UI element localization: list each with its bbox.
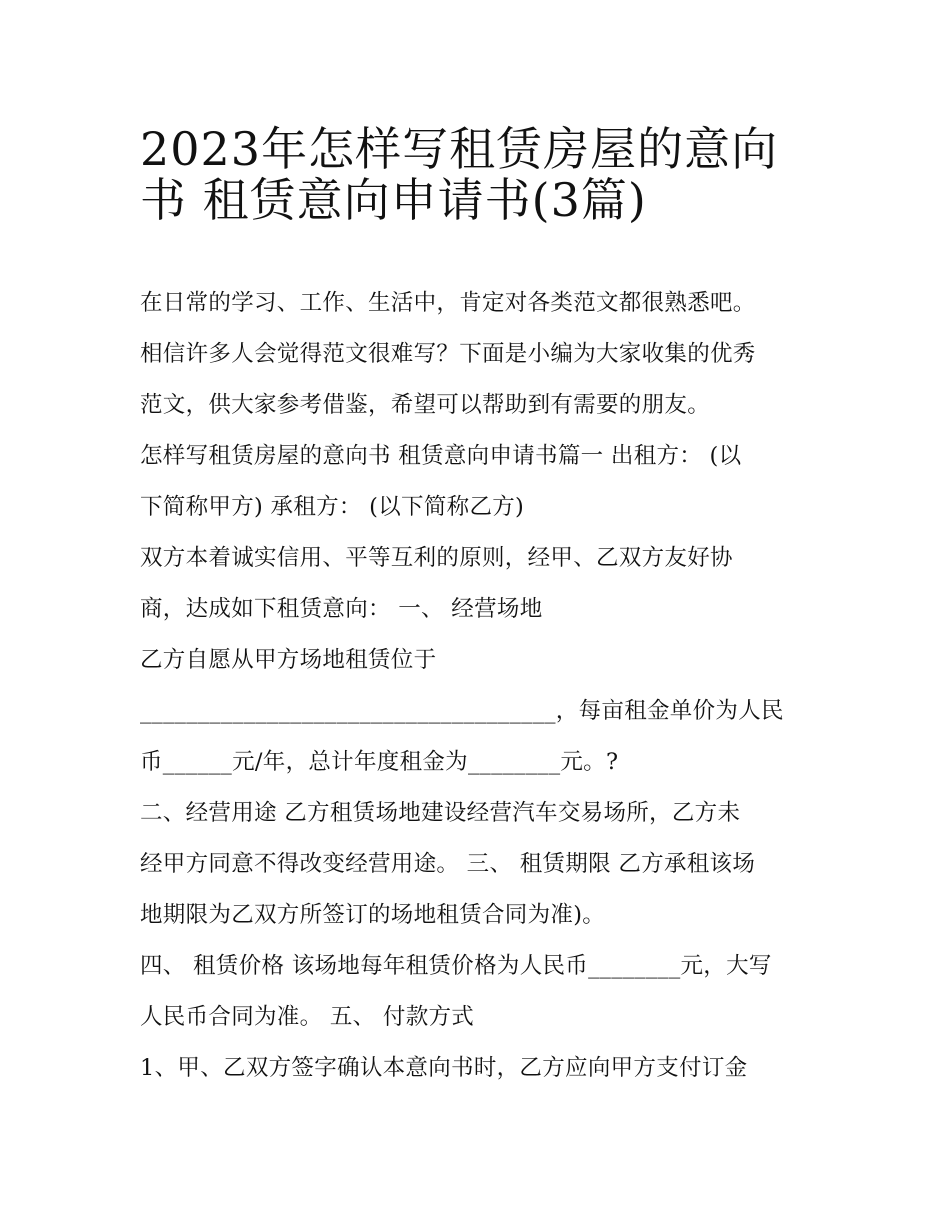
document-body bbox=[140, 278, 820, 1094]
text-line: 怎样写租赁房屋的意向书 租赁意向申请书篇一 出租方： (以 bbox=[140, 443, 742, 469]
text-line: 范文，供大家参考借鉴，希望可以帮助到有需要的朋友。 bbox=[140, 392, 711, 418]
text-line: 1、甲、乙双方签字确认本意向书时，乙方应向甲方支付订金 bbox=[140, 1055, 748, 1081]
text-line: 在日常的学习、工作、生活中，肯定对各类范文都很熟悉吧。 bbox=[140, 290, 756, 316]
text-line: 经甲方同意不得改变经营用途。 三、 租赁期限 乙方承租该场 bbox=[140, 851, 756, 877]
document-title bbox=[140, 112, 820, 227]
paragraph-usage-term bbox=[140, 788, 820, 941]
paragraph-location bbox=[140, 635, 820, 788]
title-line-2: 书 租赁意向申请书(3篇) bbox=[140, 173, 647, 227]
paragraph-price bbox=[140, 941, 820, 1043]
text-line: 币______元/年，总计年度租金为________元。? bbox=[140, 749, 619, 775]
text-line: 人民币合同为准。 五、 付款方式 bbox=[140, 1004, 475, 1030]
title-line-1: 2023年怎样写租赁房屋的意向 bbox=[140, 122, 779, 176]
text-line: 二、经营用途 乙方租赁场地建设经营汽车交易场所，乙方未 bbox=[140, 800, 741, 826]
text-line: 下简称甲方) 承租方： (以下简称乙方) bbox=[140, 494, 525, 520]
paragraph-parties bbox=[140, 431, 820, 533]
text-line: ____________________________________，每亩租金单价为人民 bbox=[140, 698, 784, 724]
text-line: 相信许多人会觉得范文很难写？下面是小编为大家收集的优秀 bbox=[140, 341, 756, 367]
paragraph-intro bbox=[140, 278, 820, 431]
text-line: 四、 租赁价格 该场地每年租赁价格为人民币________元，大写 bbox=[140, 953, 772, 979]
text-line: 乙方自愿从甲方场地租赁位于 bbox=[140, 647, 437, 673]
text-line: 地期限为乙双方所签订的场地租赁合同为准)。 bbox=[140, 902, 606, 928]
paragraph-payment bbox=[140, 1043, 820, 1094]
text-line: 双方本着诚实信用、平等互利的原则，经甲、乙双方友好协 bbox=[140, 545, 733, 571]
paragraph-principle bbox=[140, 533, 820, 635]
text-line: 商，达成如下租赁意向： 一、 经营场地 bbox=[140, 596, 543, 622]
